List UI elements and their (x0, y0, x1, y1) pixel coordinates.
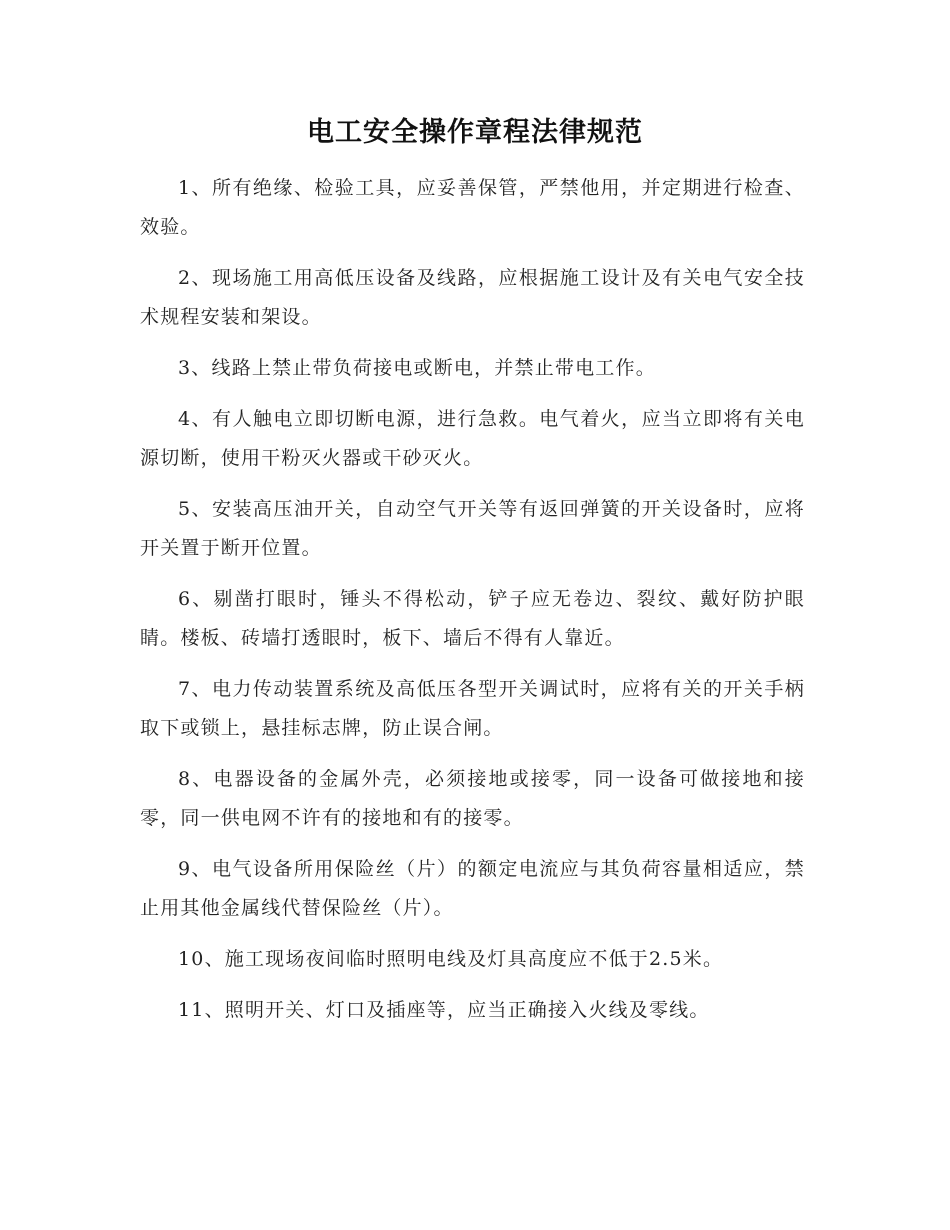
paragraph-5: 5、安装高压油开关，自动空气开关等有返回弹簧的开关设备时，应将开关置于断开位置。 (140, 498, 805, 559)
paragraph-4: 4、有人触电立即切断电源，进行急救。电气着火，应当立即将有关电源切断，使用干粉灭火器或干砂灭火。 (140, 408, 805, 469)
paragraph-10: 10、施工现场夜间临时照明电线及灯具高度应不低于2.5米。 (178, 948, 724, 970)
paragraph-9: 9、电气设备所用保险丝（片）的额定电流应与其负荷容量相适应，禁止用其他金属线代替保险丝（片）。 (140, 858, 805, 919)
document-title: 电工安全操作章程法律规范 (307, 117, 643, 148)
paragraph-1: 1、所有绝缘、检验工具，应妥善保管，严禁他用，并定期进行检查、效验。 (140, 177, 805, 238)
paragraph-8: 8、电器设备的金属外壳，必须接地或接零，同一设备可做接地和接零，同一供电网不许有的接地和有的接零。 (140, 768, 805, 829)
paragraph-3: 3、线路上禁止带负荷接电或断电，并禁止带电工作。 (178, 357, 656, 379)
paragraph-7: 7、电力传动装置系统及高低压各型开关调试时，应将有关的开关手柄取下或锁上，悬挂标志牌，防止误合闸。 (140, 678, 805, 739)
paragraph-6: 6、剔凿打眼时，锤头不得松动，铲子应无卷边、裂纹、戴好防护眼睛。楼板、砖墙打透眼时，板下、墙后不得有人靠近。 (140, 588, 805, 649)
paragraph-11: 11、照明开关、灯口及插座等，应当正确接入火线及零线。 (178, 999, 710, 1021)
paragraph-2: 2、现场施工用高低压设备及线路，应根据施工设计及有关电气安全技术规程安装和架设。 (140, 267, 805, 328)
document-body (140, 169, 805, 1042)
